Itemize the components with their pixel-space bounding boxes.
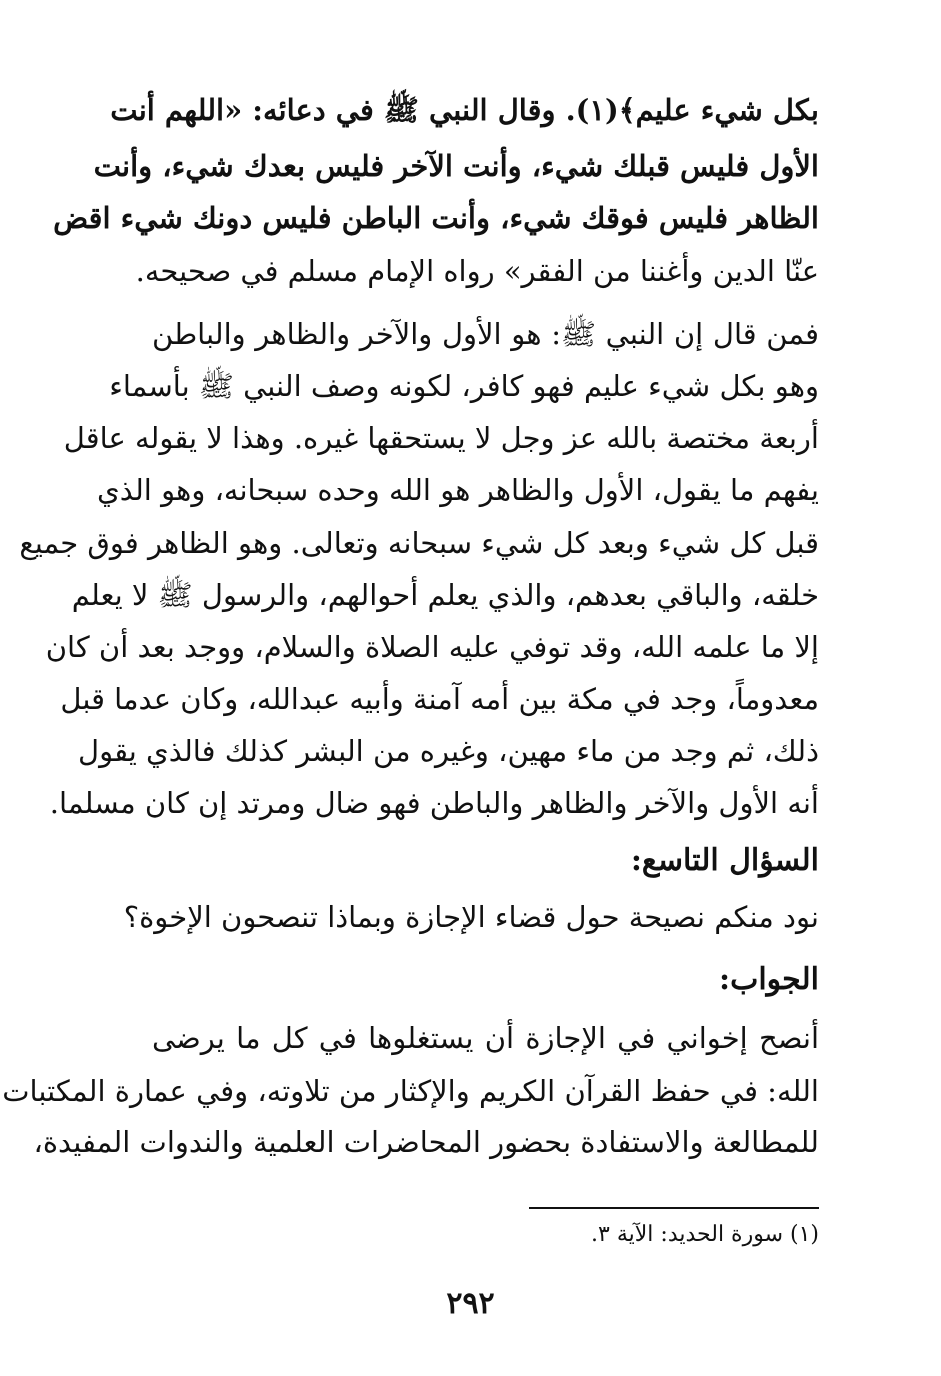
paragraph1-line-4: عنّا الدين وأغننا من الفقر» رواه الإمام مسلم في صحيحه. bbox=[135, 254, 819, 288]
answer-heading: الجواب: bbox=[719, 962, 819, 997]
paragraph1-line-2: الأول فليس قبلك شيء، وأنت الآخر فليس بعدك شيء، وأنت bbox=[93, 149, 819, 183]
question-text: نود منكم نصيحة حول قضاء الإجازة وبماذا تنصحون الإخوة؟ bbox=[123, 900, 819, 934]
page-number: ٢٩٢ bbox=[446, 1286, 495, 1321]
paragraph2-line-3: أربعة مختصة بالله عز وجل لا يستحقها غيره. وهذا لا يقوله عاقل bbox=[63, 421, 819, 455]
paragraph2-line-8: معدوماً، وجد في مكة بين أمه آمنة وأبيه عبدالله، وكان عدما قبل bbox=[60, 682, 819, 716]
paragraph2-line-7: إلا ما علمه الله، وقد توفي عليه الصلاة والسلام، ووجد بعد أن كان bbox=[45, 630, 819, 664]
paragraph1-line-3: الظاهر فليس فوقك شيء، وأنت الباطن فليس دونك شيء اقض bbox=[53, 201, 819, 235]
paragraph2-line-5: قبل كل شيء وبعد كل شيء سبحانه وتعالى. وهو الظاهر فوق جميع bbox=[19, 526, 819, 560]
paragraph2-line-4: يفهم ما يقول، الأول والظاهر هو الله وحده سبحانه، وهو الذي bbox=[97, 473, 819, 507]
question-heading: السؤال التاسع: bbox=[630, 843, 819, 878]
footnote: (١) سورة الحديد: الآية ٣. bbox=[591, 1222, 819, 1247]
paragraph1-line-1: بكل شيء عليم﴾(١). وقال النبي ﷺ في دعائه: «اللهم أنت bbox=[110, 93, 819, 127]
paragraph2-line-10: أنه الأول والآخر والظاهر والباطن فهو ضال ومرتد إن كان مسلما. bbox=[49, 786, 819, 820]
paragraph2-line-9: ذلك، ثم وجد من ماء مهين، وغيره من البشر كذلك فالذي يقول bbox=[78, 734, 819, 768]
footnote-separator bbox=[529, 1207, 819, 1209]
answer-line-3: للمطالعة والاستفادة بحضور المحاضرات العلمية والندوات المفيدة، bbox=[33, 1125, 819, 1159]
paragraph2-line-1: فمن قال إن النبي ﷺ: هو الأول والآخر والظاهر والباطن bbox=[152, 317, 819, 351]
paragraph2-line-6: خلقه، والباقي بعدهم، والذي يعلم أحوالهم، والرسول ﷺ لا يعلم bbox=[71, 578, 819, 612]
answer-line-1: أنصح إخواني في الإجازة أن يستغلوها في كل ما يرضى bbox=[152, 1021, 819, 1055]
answer-line-2: الله: في حفظ القرآن الكريم والإكثار من تلاوته، وفي عمارة المكتبات bbox=[2, 1074, 819, 1108]
paragraph2-line-2: وهو بكل شيء عليم فهو كافر، لكونه وصف النبي ﷺ بأسماء bbox=[109, 369, 819, 403]
